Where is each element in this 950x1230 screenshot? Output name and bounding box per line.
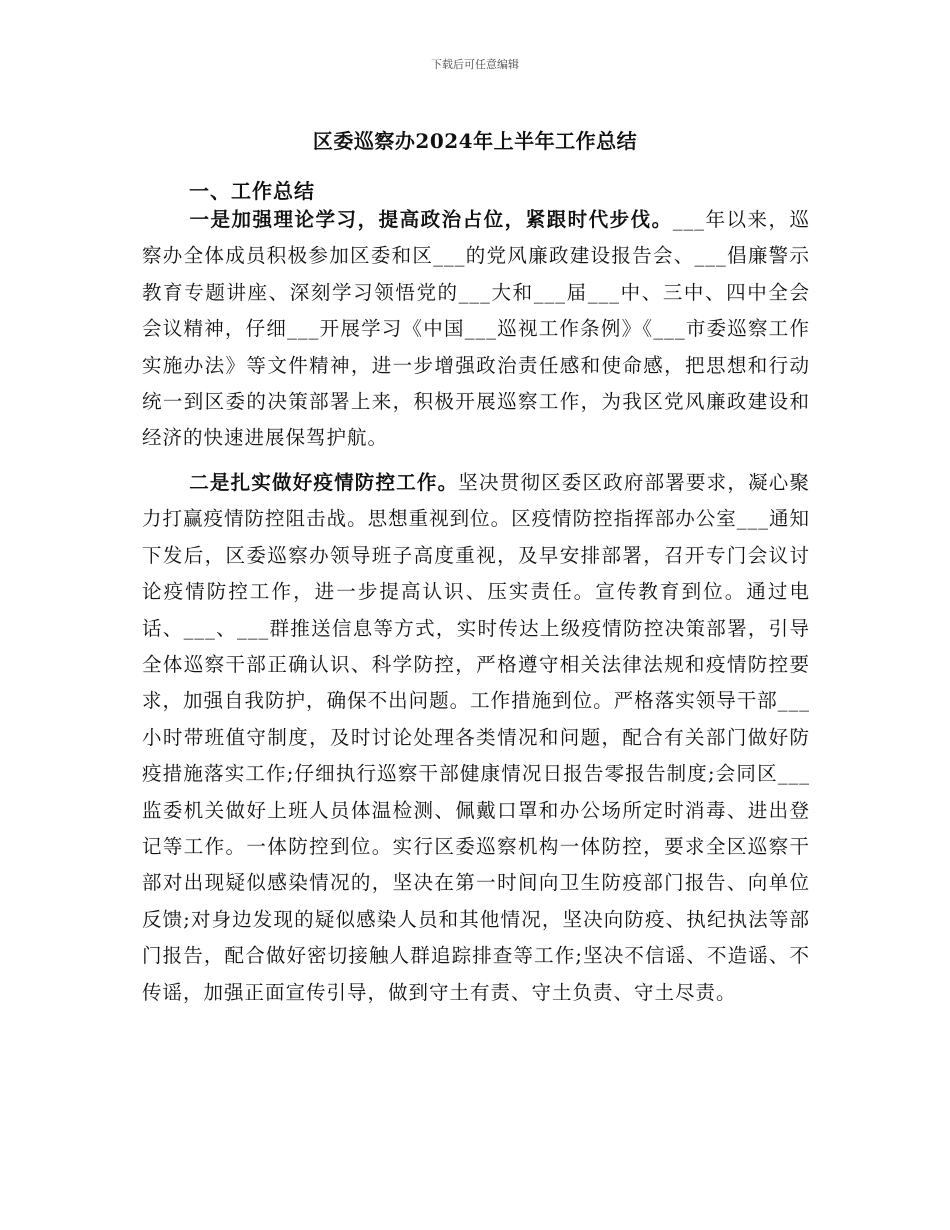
paragraph-1 [142, 202, 810, 457]
section-heading: 一、工作总结 [189, 179, 315, 203]
paragraph-2-text: 坚决贯彻区委区政府部署要求，凝心聚力打赢疫情防控阻击战。思想重视到位。区疫情防控指挥部办公室___通知下发后，区委巡察办领导班子高度重视，及早安排部署，召开专门会议讨论疫情防控工作，进一步提高认识、压实责任。宣传教育到位。通过电话、___、___群推送信息等方式，实时传达上级疫情防控决策部署，引导全体巡察干部正确认识、科学防控，严格遵守相关法律法规和疫情防控要求，加强自我防护，确保不出问题。工作措施到位。严格落实领导干部___小时带班值守制度，及时讨论处理各类情况和问题，配合有关部门做好防疫措施落实工作;仔细执行巡察干部健康情况日报告零报告制度;会同区___监委机关做好上班人员体温检测、佩戴口罩和办公场所定时消毒、进出登记等工作。一体防控到位。实行区委巡察机构一体防控，要求全区巡察干部对出现疑似感染情况的，坚决在第一时间向卫生防疫部门报告、向单位反馈;对身边发现的疑似感染人员和其他情况，坚决向防疫、执纪执法等部门报告，配合做好密切接触人群追踪排查等工作;坚决不信谣、不造谣、不传谣，加强正面宣传引导，做到守土有责、守土负责、守土尽责。 [142, 471, 810, 1004]
paragraph-1-text: ___年以来，巡察办全体成员积极参加区委和区___的党风廉政建设报告会、___倡廉警示教育专题讲座、深刻学习领悟党的___大和___届___中、三中、四中全会会议精神，仔细___开展学习《中国___巡视工作条例》《___市委巡察工作实施办法》等文件精神，进一步增强政治责任感和使命感，把思想和行动统一到区委的决策部署上来，积极开展巡察工作，为我区党风廉政建设和经济的快速进展保驾护航。 [142, 208, 810, 450]
paragraph-1-lead: 一是加强理论学习，提高政治占位，紧跟时代步伐。 [189, 208, 673, 231]
document-title: 区委巡察办2024年上半年工作总结 [312, 129, 638, 153]
paragraph-2-lead: 二是扎实做好疫情防控工作。 [189, 471, 459, 494]
paragraph-2 [142, 465, 810, 1011]
header-note: 下载后可任意编辑 [431, 58, 519, 71]
